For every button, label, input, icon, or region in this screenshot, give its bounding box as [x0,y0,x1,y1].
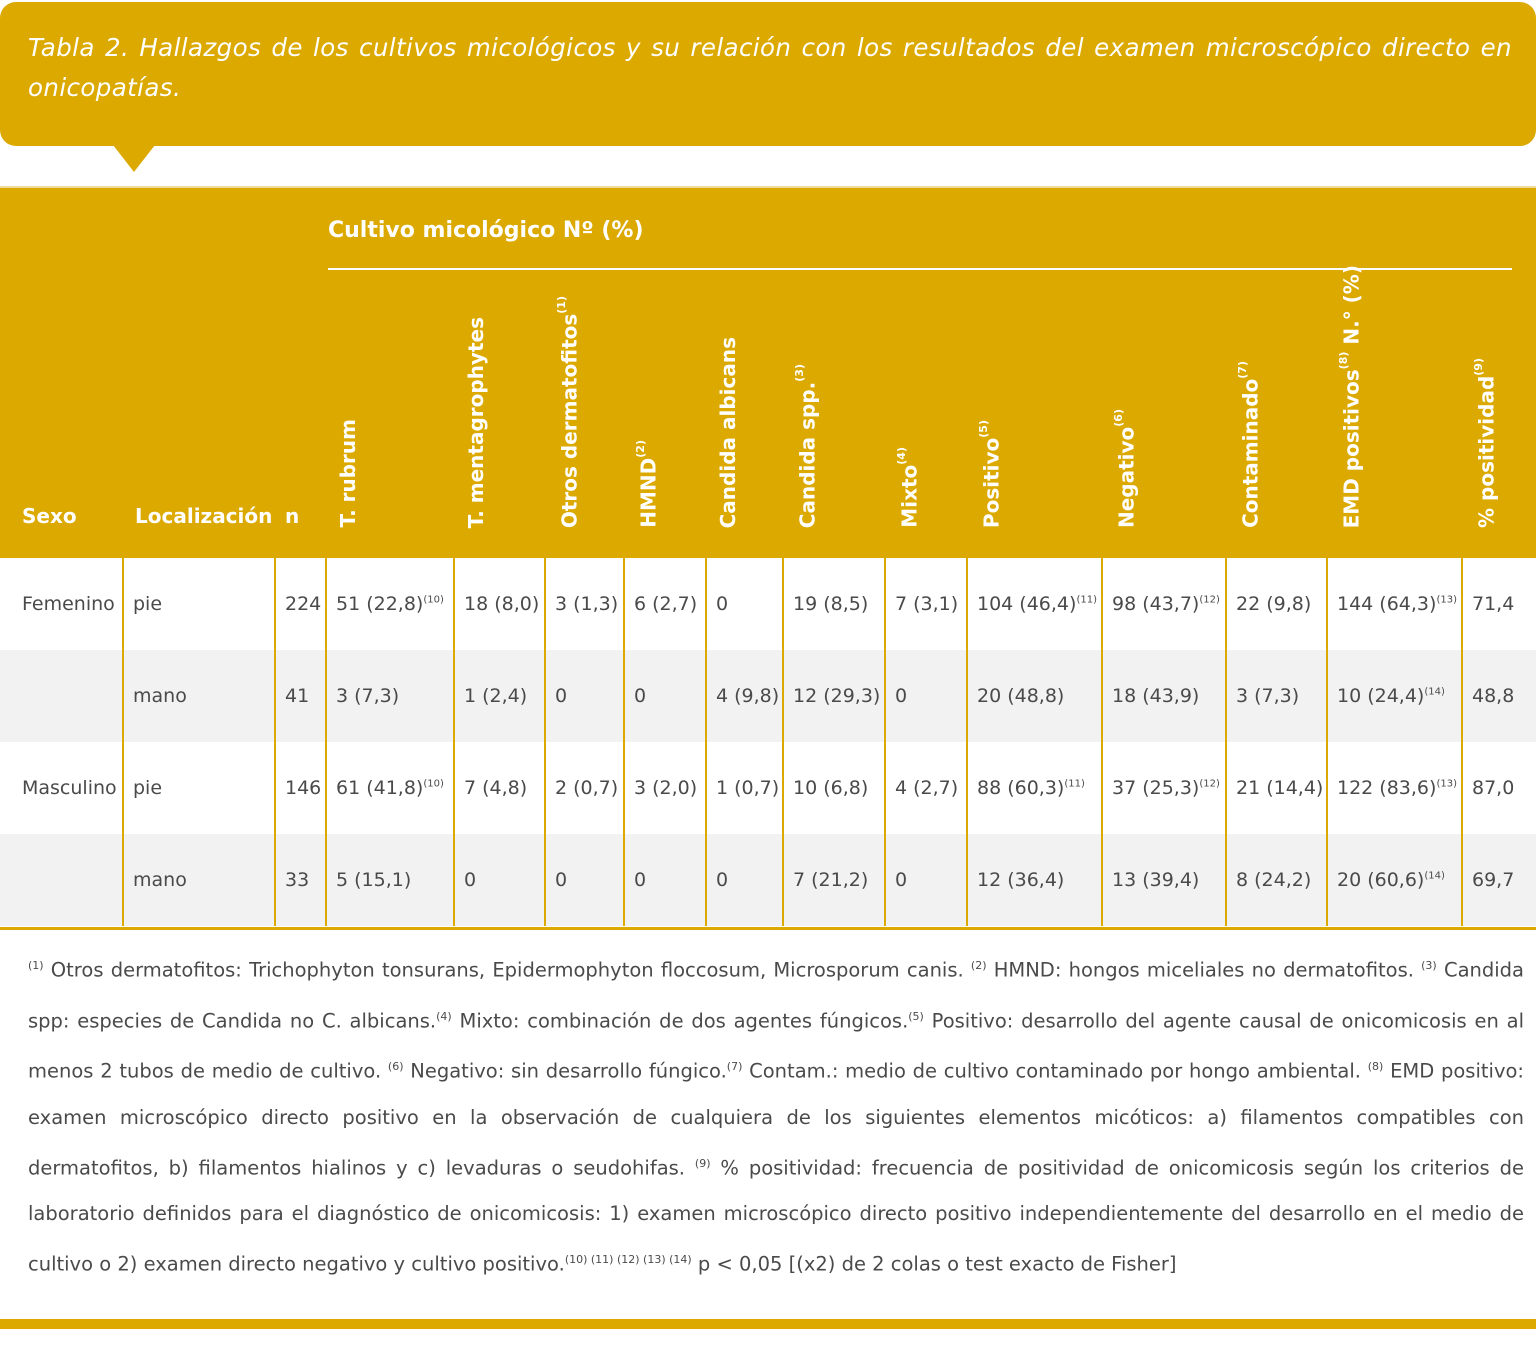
column-header-n: n [285,504,300,528]
cell-value: 2 (0,7) [545,742,624,834]
footnote-text: HMND: hongos miceliales no dermatofitos. [986,958,1422,982]
column-header-label: Candida albicans [716,336,740,528]
cell-value: 7 (4,8) [454,742,545,834]
footnote-ref: (8) [1337,351,1350,369]
cell-n: 41 [275,650,326,742]
cell-value: 21 (14,4) [1226,742,1327,834]
cell-value: 7 (3,1) [885,558,967,650]
cell-value: 8 (24,2) [1226,834,1327,926]
cell-value: 0 [885,834,967,926]
column-header-suffix: N.° (%) [1339,264,1364,352]
cell-value: 7 (21,2) [783,834,885,926]
footnote-ref: (12) [1199,594,1220,606]
table-footnotes [28,943,1524,1288]
footnote-marker: (1) [28,959,44,972]
cell-value: 0 [885,650,967,742]
cell-value: 0 [545,834,624,926]
footnote-ref: (1) [555,295,568,314]
column-header-positivo [977,420,1004,528]
column-header-candida-albicans [716,337,740,528]
table-caption-box [0,2,1536,146]
footnote-ref: (10) [423,594,444,606]
footnote-ref: (5) [977,419,990,438]
cell-value: 6 (2,7) [624,558,706,650]
footnote-text: Otros dermatofitos: Trichophyton tonsurans, Epidermophyton floccosum, Microsporum canis. [43,958,971,982]
footnote-ref: (12) [1199,778,1220,790]
footnote-text: EMD positivo: examen microscópico directo positivo en la observación de cualquiera de los siguientes elementos micóticos: a) filamentos compatibles con dermatofitos, b) filamentos hialinos y c) levaduras o seudohifas. [28,1059,1524,1179]
cell-localizacion: mano [123,650,275,742]
footnote-ref: (9) [1472,358,1485,376]
footnote-text: Candida spp: especies de Candida no C. albicans. [28,958,1524,1032]
table-row [0,650,1536,742]
footnote-ref: (14) [1424,870,1445,882]
footnote-text: Contam.: medio de cultivo contaminado por hongo ambiental. [742,1059,1368,1083]
column-header-t-mentagrophytes [464,317,488,528]
table-bottom-rule [0,927,1536,930]
cell-value: 87,0 [1462,742,1536,834]
footnote-ref: (11) [1064,778,1085,790]
group-header-rule [328,268,1512,270]
cell-value: 3 (7,3) [326,650,454,742]
caption-pointer [113,145,155,172]
column-header-mixto [895,447,922,528]
footnote-text: Positivo: desarrollo del agente causal de onicomicosis en al menos 2 tubos de medio de cultivo. [28,1009,1524,1083]
cell-value: 0 [624,834,706,926]
cell-n: 146 [275,742,326,834]
cell-localizacion: pie [123,558,275,650]
column-header-label: T. mentagrophytes [464,316,488,528]
column-header-positividad [1472,358,1499,528]
cell-value: 51 $(22,8)^{(10)}$ [326,558,454,650]
column-header-contaminado [1236,361,1263,528]
column-header-label: EMD positivos [1339,368,1364,528]
column-header-label: Negativo [1114,426,1139,528]
table-row [0,834,1536,926]
footnote-ref: (11) [1076,594,1097,606]
cell-value: 19 (8,5) [783,558,885,650]
footnote-ref: (3) [793,363,806,382]
column-header-sexo: Sexo [22,504,77,528]
cell-value: 10 $(24,4)^{(14)}$ [1327,650,1462,742]
cell-value: 69,7 [1462,834,1536,926]
cell-value: 144 $(64,3)^{(13)}$ [1327,558,1462,650]
cell-value: 18 (43,9) [1102,650,1226,742]
column-header-emd-positivos [1337,265,1364,528]
cell-value: 5 (15,1) [326,834,454,926]
cell-value: 61 $(41,8)^{(10)}$ [326,742,454,834]
footnote-ref: (7) [1236,361,1249,379]
footnote-marker: (5) [908,1009,924,1023]
cell-value: 37 $(25,3)^{(12)}$ [1102,742,1226,834]
column-header-label: T. rubrum [336,419,360,528]
cell-value: 3 (2,0) [624,742,706,834]
data-table [0,558,1536,926]
cell-value: 0 [454,834,545,926]
cell-localizacion: pie [123,742,275,834]
cell-value: 4 (2,7) [885,742,967,834]
footnote-text: p < 0,05 [(x2) de 2 colas o test exacto de Fisher] [691,1252,1177,1276]
footnote-marker: (4) [436,1009,452,1023]
column-header-label: Mixto [897,465,922,528]
cell-sexo: Masculino [22,777,117,799]
footnote-ref: (2) [634,440,647,459]
footnote-marker: (10) (11) (12) (13) (14) [564,1253,692,1266]
table-header [0,186,1536,558]
cell-value: 98 $(43,7)^{(12)}$ [1102,558,1226,650]
column-header-label: Contaminado [1238,378,1263,528]
column-header-label: Candida spp. [795,381,820,528]
cell-value: 71,4 [1462,558,1536,650]
column-header-candida-spp [793,364,820,528]
cell-value: 3 (1,3) [545,558,624,650]
cell-sexo [0,834,123,926]
cell-value: 88 $(60,3)^{(11)}$ [967,742,1102,834]
footnote-marker: (9) [694,1156,711,1170]
footnote-marker: (8) [1367,1060,1384,1073]
cell-localizacion: mano [123,834,275,926]
cell-value: 22 (9,8) [1226,558,1327,650]
footnote-marker: (7) [726,1060,743,1073]
table-row [0,558,1536,650]
cell-value: 1 (2,4) [454,650,545,742]
cell-value: 20 (48,8) [967,650,1102,742]
cell-value: 1 (0,7) [706,742,783,834]
cell-value: 18 (8,0) [454,558,545,650]
footnote-ref: (14) [1424,686,1445,698]
footnote-marker: (6) [387,1060,404,1073]
footnote-text: % positividad: frecuencia de positividad de onicomicosis según los criterios de laboratorio definidos para el diagnóstico de onicomicosis: 1) examen microscópico directo positivo independientemente del desarrollo en el medio de cultivo o 2) examen directo negativo y cultivo positivo. [28,1156,1524,1276]
cell-value: 12 (29,3) [783,650,885,742]
cell-value: 0 [624,650,706,742]
cell-value: 0 [545,650,624,742]
group-header-cultivo: Cultivo micológico Nº (%) [328,218,644,243]
column-header-label: % positividad [1474,375,1499,528]
column-header-label: HMND [636,458,661,528]
cell-value: 48,8 [1462,650,1536,742]
cell-value: 4 (9,8) [706,650,783,742]
cell-value: 3 (7,3) [1226,650,1327,742]
cell-n: 33 [275,834,326,926]
cell-sexo: Femenino [22,593,115,615]
footnote-text: Mixto: combinación de dos agentes fúngicos. [451,1009,909,1032]
cell-value: 104 $(46,4)^{(11)}$ [967,558,1102,650]
column-header-t-rubrum [336,419,360,528]
footnote-marker: (2) [970,959,987,972]
footnote-ref: (6) [1112,408,1125,427]
cell-value: 0 [706,834,783,926]
footnote-ref: (13) [1436,594,1457,606]
cell-value: 122 $(83,6)^{(13)}$ [1327,742,1462,834]
cell-value: 10 (6,8) [783,742,885,834]
cell-value: 12 (36,4) [967,834,1102,926]
footnote-ref: (13) [1436,778,1457,790]
column-header-localizacion: Localización [135,504,273,528]
cell-value: 13 (39,4) [1102,834,1226,926]
cell-sexo [0,650,123,742]
cell-value: 0 [706,558,783,650]
footer-rule [0,1319,1536,1329]
footnote-ref: (4) [895,447,908,466]
table-caption: Tabla 2. Hallazgos de los cultivos micológicos y su relación con los resultados del examen microscópico directo en onicopatías. [28,33,1512,102]
cell-value: 20 $(60,6)^{(14)}$ [1327,834,1462,926]
table-row [0,742,1536,834]
column-header-negativo [1112,409,1139,528]
footnote-ref: (10) [423,778,444,790]
column-header-label: Positivo [979,437,1004,528]
column-header-hmnd [634,440,661,528]
column-header-label: Otros dermatofitos [557,313,582,528]
footnote-marker: (3) [1421,959,1437,972]
footnote-text: Negativo: sin desarrollo fúngico. [403,1059,727,1083]
cell-n: 224 [275,558,326,650]
column-header-otros-dermatofitos [555,296,582,528]
